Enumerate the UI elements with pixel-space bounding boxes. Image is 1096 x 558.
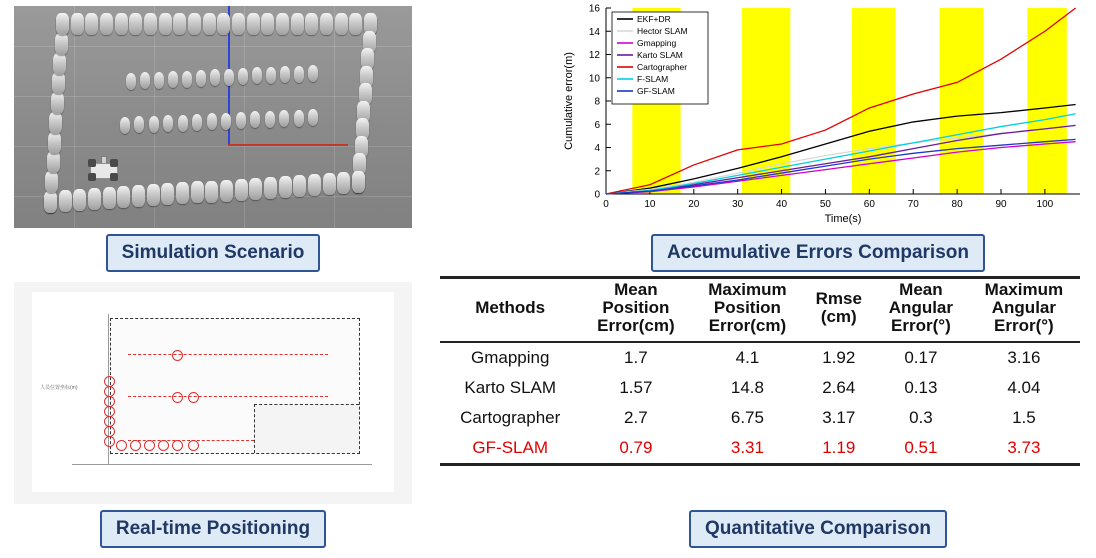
highlight-band (940, 8, 984, 194)
obstacle-pillar (144, 13, 157, 35)
position-marker (172, 350, 183, 361)
chart-x-axis-label: Time(s) (824, 213, 862, 225)
obstacle-pillar (236, 112, 246, 129)
obstacle-pillar (129, 13, 142, 35)
obstacle-pillar (221, 113, 231, 130)
obstacle-pillar (217, 13, 230, 35)
position-marker (104, 436, 115, 447)
table-cell-mean-angular-error: 0.13 (904, 377, 938, 397)
obstacle-pillar (178, 115, 188, 132)
obstacle-pillar (235, 179, 248, 201)
table-cell-mean-position-error: 2.7 (624, 407, 648, 427)
table-cell-max-angular-error: 3.16 (1007, 347, 1041, 367)
chart-y-axis-label: Cumulative error(m) (563, 52, 575, 150)
table-row (440, 342, 1080, 373)
positioning-caption-wrap (14, 512, 412, 546)
table-cell-max-angular-error: 3.73 (1007, 437, 1041, 457)
obstacle-pillar (249, 178, 262, 200)
table-cell-method: Karto SLAM (464, 377, 557, 397)
obstacle-pillar (291, 13, 304, 35)
obstacle-pillar (308, 109, 318, 126)
chart-legend-label: EKF+DR (637, 14, 671, 24)
obstacle-pillar (280, 66, 290, 83)
positioning-track (128, 396, 328, 397)
table-cell-max-position-error: 4.1 (735, 347, 760, 367)
table-header-cell: Mean Position Error(cm) (597, 280, 675, 335)
obstacle-pillar (52, 72, 65, 94)
obstacle-pillar (126, 73, 136, 90)
world-axis-x (228, 144, 348, 146)
chart-x-tick-label: 50 (819, 199, 832, 210)
obstacle-pillar (45, 171, 58, 193)
grid-line (334, 6, 335, 228)
table-cell-rmse: 1.19 (822, 437, 856, 457)
obstacle-pillar (224, 69, 234, 86)
obstacle-pillar (55, 33, 68, 55)
table-cell-rmse: 3.17 (822, 407, 856, 427)
chart-x-tick-label: 90 (995, 199, 1007, 210)
table-header-cell: Methods (475, 297, 546, 317)
position-marker (130, 440, 141, 451)
obstacle-pillar (149, 116, 159, 133)
obstacle-pillar (308, 65, 318, 82)
obstacle-pillar (294, 110, 304, 127)
chart-legend-label: Cartographer (637, 62, 688, 72)
chart-caption: Accumulative Errors Comparison (651, 234, 985, 272)
obstacle-pillar (191, 181, 204, 203)
chart-y-tick-label: 10 (588, 73, 600, 85)
obstacle-pillar (238, 68, 248, 85)
obstacle-pillar (261, 13, 274, 35)
table-cell-mean-angular-error: 0.17 (904, 347, 938, 367)
obstacle-pillar (73, 189, 86, 211)
chart-y-tick-label: 6 (594, 119, 600, 131)
obstacle-pillar (323, 173, 336, 195)
chart-x-tick-label: 100 (1036, 199, 1054, 210)
positioning-room-notch (254, 404, 359, 453)
obstacle-pillar (56, 13, 69, 35)
obstacle-pillar (252, 67, 262, 84)
obstacle-pillar (265, 111, 275, 128)
chart-x-tick-label: 80 (951, 199, 963, 210)
obstacle-pillar (53, 53, 66, 75)
highlight-band (1027, 8, 1067, 194)
chart-caption-wrap (540, 236, 1096, 270)
obstacle-pillar (182, 71, 192, 88)
table-cell-mean-angular-error: 0.51 (904, 437, 938, 457)
obstacle-pillar (115, 13, 128, 35)
table-row (440, 433, 1080, 465)
obstacle-pillar (71, 13, 84, 35)
chart-x-tick-label: 0 (603, 199, 609, 210)
obstacle-pillar (48, 132, 61, 154)
obstacle-pillar (85, 13, 98, 35)
table-cell-max-position-error: 3.31 (730, 437, 764, 457)
robot-model (82, 156, 124, 184)
position-marker (144, 440, 155, 451)
position-marker (172, 392, 183, 403)
table-head (440, 278, 1080, 342)
table-cell-mean-angular-error: 0.3 (909, 407, 933, 427)
simulation-scenario-view (14, 6, 412, 228)
obstacle-pillar (154, 72, 164, 89)
obstacle-pillar (51, 92, 64, 114)
chart-svg (540, 0, 1096, 226)
table-cell-mean-position-error: 1.7 (624, 347, 648, 367)
obstacle-pillar (49, 112, 62, 134)
table-header-row (440, 278, 1080, 342)
table-header-cell: Maximum Angular Error(°) (984, 280, 1064, 335)
robot-wheel (110, 159, 118, 167)
robot-wheel (110, 173, 118, 181)
table-row (440, 373, 1080, 403)
obstacle-pillar (210, 69, 220, 86)
obstacle-pillar (335, 13, 348, 35)
obstacle-pillar (117, 186, 130, 208)
table-body (440, 342, 1080, 465)
obstacle-pillar (320, 13, 333, 35)
obstacle-pillar (352, 171, 365, 193)
chart-y-tick-label: 4 (594, 143, 600, 154)
obstacle-pillar (103, 187, 116, 209)
obstacle-pillar (120, 117, 130, 134)
real-time-positioning-view (14, 282, 412, 504)
position-marker (172, 440, 183, 451)
obstacle-pillar (168, 71, 178, 88)
chart-x-tick-label: 20 (688, 199, 700, 210)
chart-x-tick-label: 70 (907, 199, 919, 210)
obstacle-pillar (279, 176, 292, 198)
obstacle-pillar (220, 180, 233, 202)
chart-y-tick-label: 2 (594, 166, 600, 178)
highlight-band (742, 8, 790, 194)
position-marker (188, 392, 199, 403)
obstacle-pillar (308, 174, 321, 196)
obstacle-pillar (44, 191, 57, 213)
table-cell-method: Cartographer (460, 407, 561, 427)
highlight-band (852, 8, 896, 194)
obstacle-pillar (159, 13, 172, 35)
table-cell-method: Gmapping (470, 347, 550, 367)
table-header-cell: Rmse (cm) (815, 288, 862, 326)
obstacle-pillar (264, 177, 277, 199)
table-cell-max-angular-error: 4.04 (1007, 377, 1041, 397)
chart-x-tick-label: 60 (863, 199, 875, 210)
obstacle-pillar (232, 13, 245, 35)
table-cell-rmse: 1.92 (822, 347, 856, 367)
obstacle-pillar (294, 66, 304, 83)
obstacle-pillar (100, 13, 113, 35)
obstacle-pillar (192, 114, 202, 131)
comparison-table (440, 276, 1080, 466)
chart-legend-label: Hector SLAM (637, 26, 688, 36)
robot-wheel (88, 173, 96, 181)
positioning-x-axis (72, 464, 372, 465)
quantitative-comparison-table (440, 276, 1080, 508)
obstacle-pillar (293, 175, 306, 197)
positioning-plot (32, 292, 394, 492)
obstacle-pillar (132, 185, 145, 207)
position-marker (158, 440, 169, 451)
obstacle-pillar (59, 190, 72, 212)
positioning-caption: Real-time Positioning (100, 510, 326, 548)
chart-x-tick-label: 30 (732, 199, 744, 210)
obstacle-pillar (305, 13, 318, 35)
obstacle-pillar (349, 13, 362, 35)
obstacle-pillar (266, 67, 276, 84)
table-cell-mean-position-error: 1.57 (619, 377, 653, 397)
table-cell-rmse: 2.64 (822, 377, 856, 397)
obstacle-pillar (176, 182, 189, 204)
obstacle-pillar (279, 110, 289, 127)
position-marker (116, 440, 127, 451)
obstacle-pillar (207, 113, 217, 130)
positioning-track (128, 354, 328, 355)
obstacle-pillar (276, 13, 289, 35)
position-marker (188, 440, 199, 451)
chart-y-tick-label: 16 (588, 3, 600, 15)
table-header-cell: Maximum Position Error(cm) (708, 280, 787, 335)
chart-legend-label: Gmapping (637, 38, 677, 48)
simulation-caption-wrap (14, 236, 412, 270)
obstacle-pillar (337, 172, 350, 194)
obstacle-pillar (205, 181, 218, 203)
obstacle-pillar (173, 13, 186, 35)
chart-y-tick-label: 12 (588, 50, 600, 61)
obstacle-pillar (140, 72, 150, 89)
table-cell-max-angular-error: 1.5 (1012, 407, 1036, 427)
table-cell-method: GF-SLAM (472, 437, 548, 457)
table-caption-wrap (540, 512, 1096, 546)
table-caption: Quantitative Comparison (689, 510, 947, 548)
simulation-caption: Simulation Scenario (106, 234, 321, 272)
chart-legend-label: Karto SLAM (637, 50, 683, 60)
chart-x-tick-label: 40 (775, 199, 788, 210)
chart-y-tick-label: 8 (594, 96, 600, 108)
obstacle-pillar (88, 188, 101, 210)
chart-y-tick-label: 0 (594, 189, 600, 201)
obstacle-pillar (188, 13, 201, 35)
table-cell-max-position-error: 6.75 (730, 407, 764, 427)
positioning-y-axis-label: 人员位置坐标(m) (40, 385, 78, 391)
obstacle-pillar (203, 13, 216, 35)
obstacle-pillar (147, 184, 160, 206)
table-header-cell: Mean Angular Error(°) (888, 280, 954, 335)
obstacle-pillar (196, 70, 206, 87)
obstacle-pillar (247, 13, 260, 35)
obstacle-pillar (161, 183, 174, 205)
chart-legend-label: GF-SLAM (637, 86, 675, 96)
table-cell-mean-position-error: 0.79 (619, 437, 653, 457)
table-cell-max-position-error: 14.8 (730, 377, 764, 397)
accumulative-errors-chart (540, 0, 1096, 228)
chart-y-tick-label: 14 (588, 26, 600, 38)
robot-wheel (88, 159, 96, 167)
chart-x-tick-label: 10 (644, 199, 656, 210)
obstacle-pillar (47, 151, 60, 173)
table-row (440, 403, 1080, 433)
chart-legend-label: F-SLAM (637, 74, 669, 84)
